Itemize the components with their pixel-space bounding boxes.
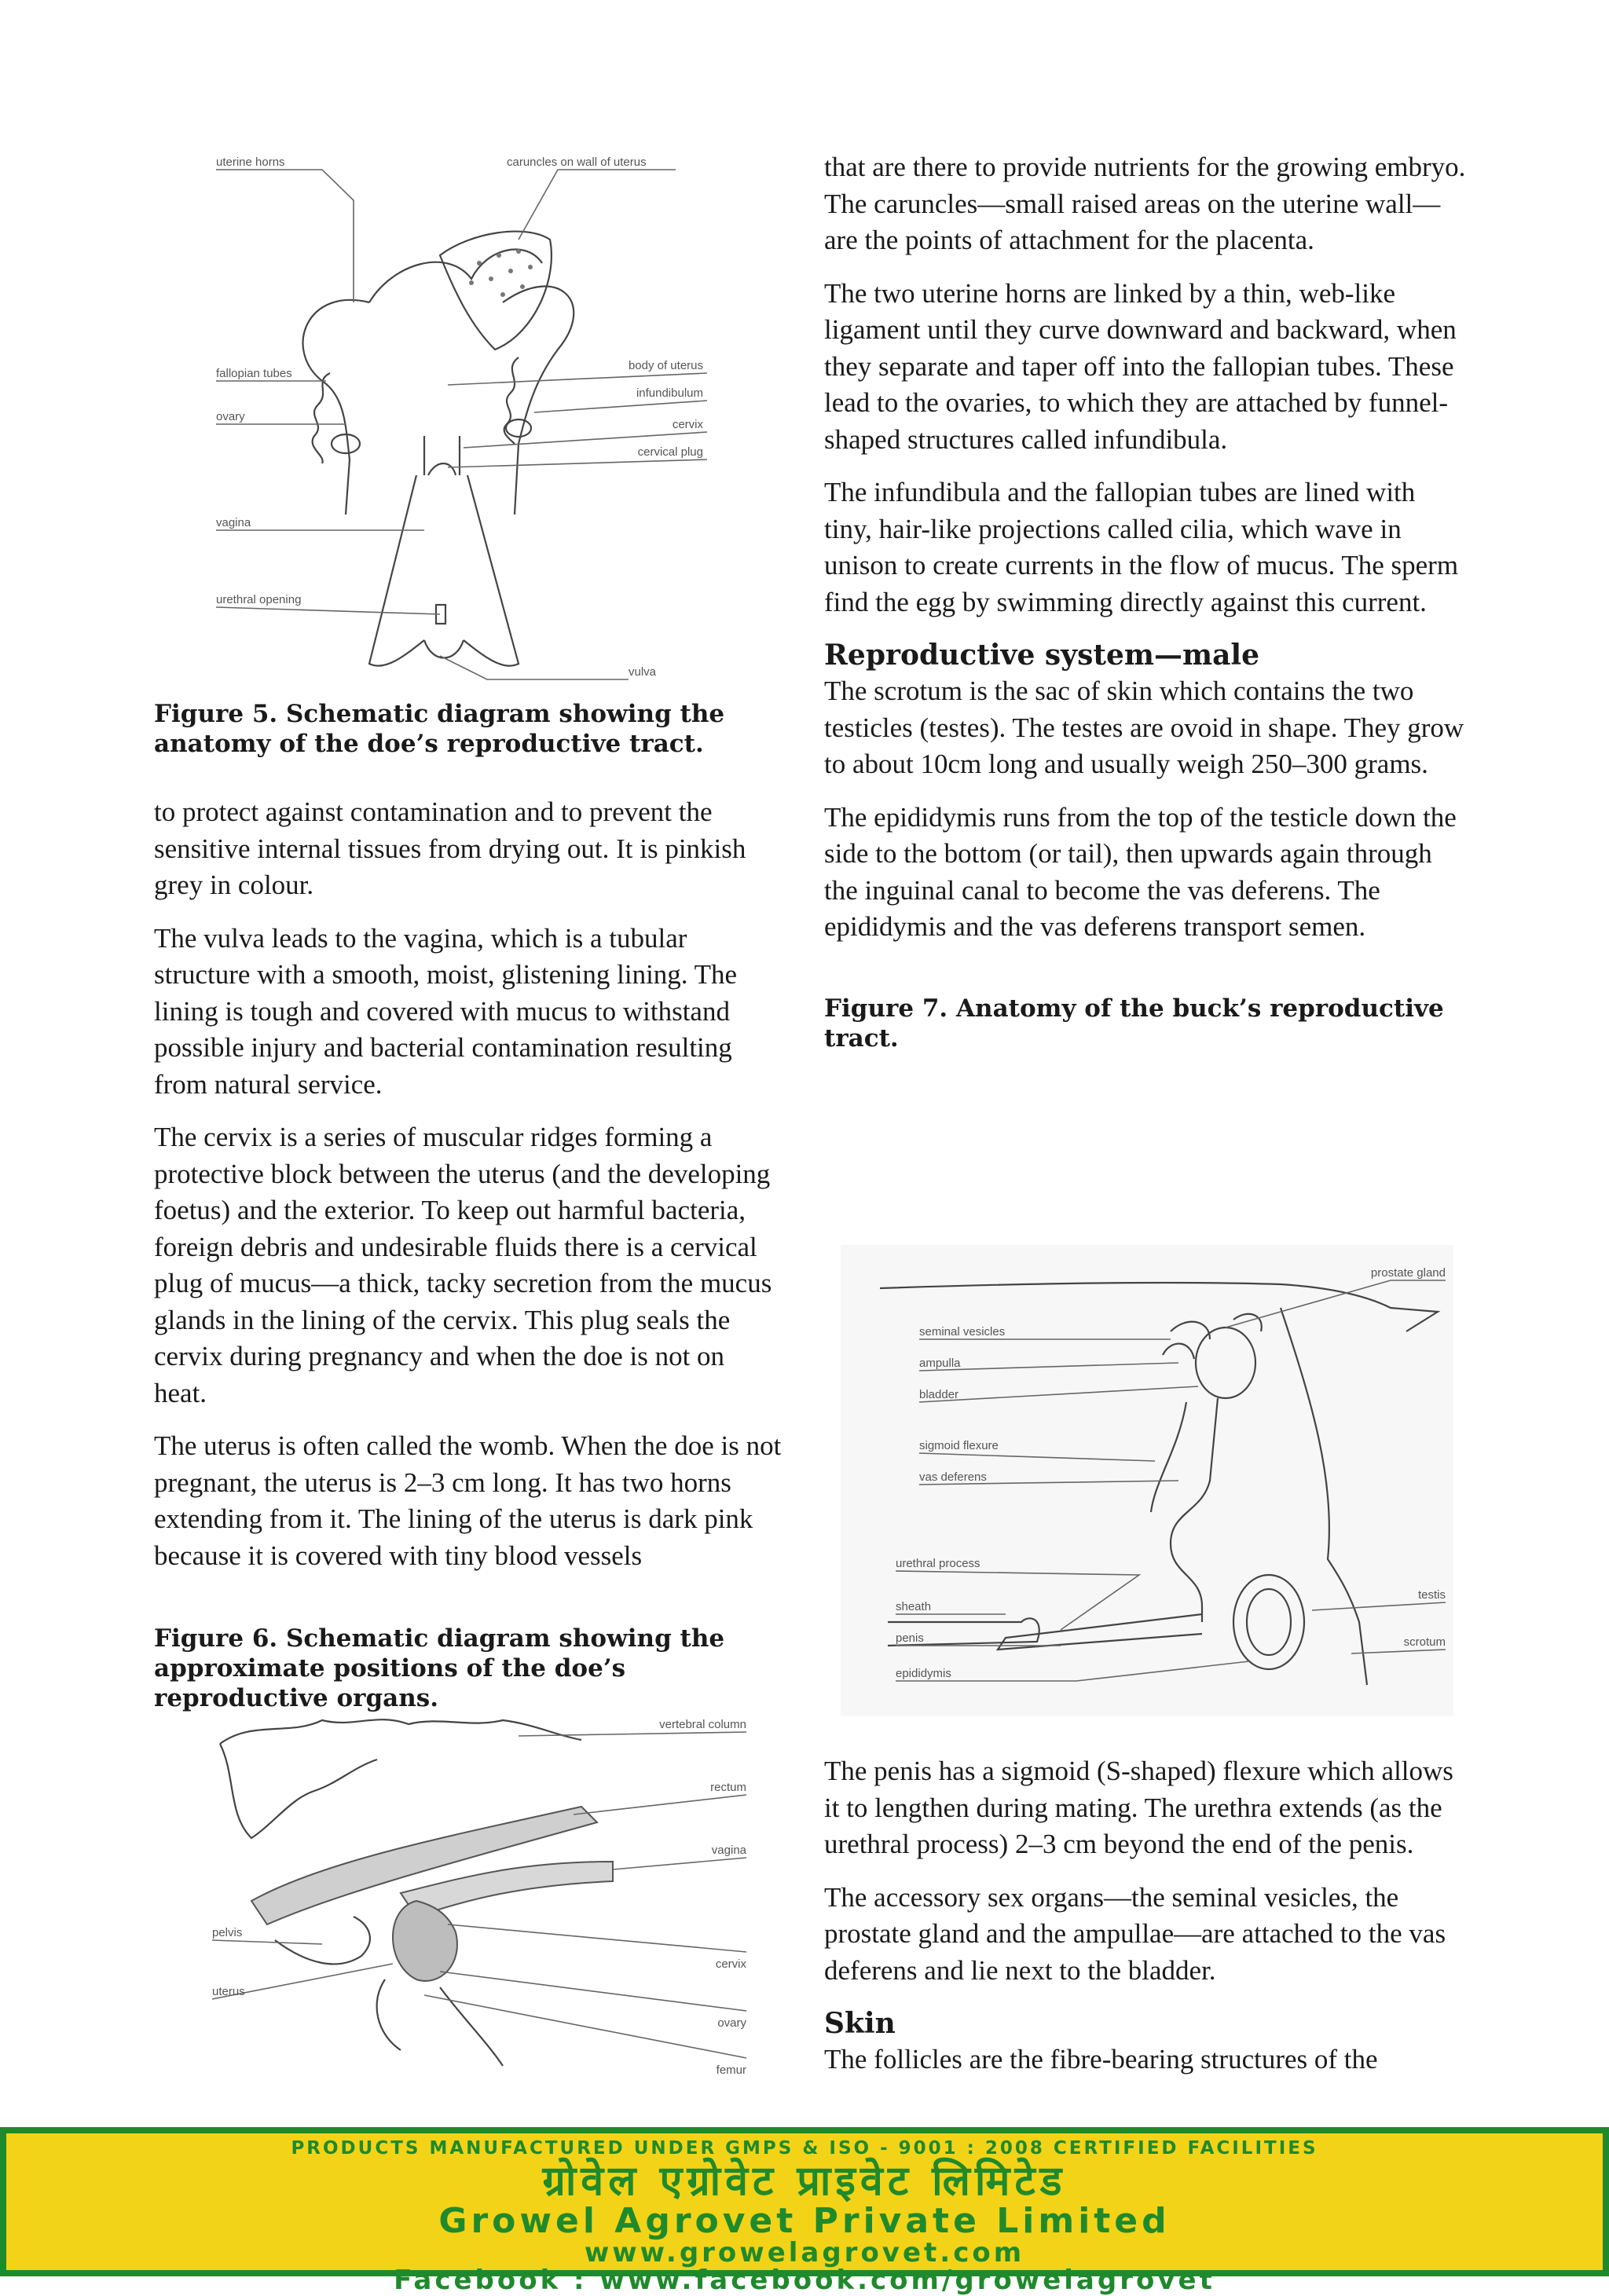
fig6-label-vertebral-column: vertebral column	[659, 1718, 746, 1731]
fig7-label-sheath: sheath	[896, 1600, 932, 1613]
left-paragraph: The vulva leads to the vagina, which is a tubular structure with a smooth, moist, glistening lining. The lining is tough and covered with mucus to withstand possible injury and bacterial contamination resulting from natural service.	[154, 922, 738, 1100]
right-paragraph: that are there to provide nutrients for the growing embryo. The caruncles—small raised areas on the uterine wall—are the points of attachment for the placenta.	[824, 152, 1466, 255]
fig7-label-bladder: bladder	[919, 1388, 959, 1401]
male-section-heading: Reproductive system—male	[824, 639, 1259, 672]
left-paragraph: The uterus is often called the womb. When the doe is not pregnant, the uterus is 2–3 cm long. It has two horns extending from it. The lining of the uterus is dark pink because it is covered with tiny blood vessels	[154, 1430, 782, 1571]
right-paragraph: The accessory sex organs—the seminal vesicles, the prostate gland and the ampullae—are attached to the vas deferens and lie next to the bladder.	[824, 1881, 1446, 1986]
footer-company-name: Growel Agrovet Private Limited	[438, 2201, 1171, 2241]
right-paragraph: The penis has a sigmoid (S-shaped) flexure which allows it to lengthen during mating. The urethra extends (as the urethral process) 2–3 cm beyond the end of the penis.	[824, 1756, 1453, 1859]
fig6-label-ovary: ovary	[717, 2016, 746, 2030]
fig6-label-cervix: cervix	[715, 1957, 746, 1971]
right-paragraph: The two uterine horns are linked by a thin, web-like ligament until they curve downward and backward, when they separate and taper off into the fallopian tubes. These lead to the ovaries, to which they are attached by funnel-shaped structures called infundibula.	[824, 277, 1457, 455]
footer-company-name-hindi: ग्रोवेल एग्रोवेट प्राइवेट लिमिटेड	[542, 2158, 1067, 2205]
fig5-label-vagina: vagina	[216, 516, 251, 529]
fig5-label-caruncles: caruncles on wall of uterus	[507, 156, 647, 169]
fig7-label-epididymis: epididymis	[896, 1667, 951, 1680]
fig5-label-vulva: vulva	[629, 665, 657, 679]
fig6-label-pelvis: pelvis	[212, 1926, 243, 1939]
fig5-label-ovary: ovary	[216, 410, 245, 423]
footer-certification: PRODUCTS MANUFACTURED UNDER GMPS & ISO - 9001 : 2008 CERTIFIED FACILITIES	[291, 2138, 1318, 2159]
fig6-label-uterus: uterus	[212, 1985, 245, 1998]
figure-5-diagram	[189, 145, 723, 687]
figure-6-caption: Figure 6. Schematic diagram showing the approximate positions of the doe’s reproductive organs.	[154, 1624, 725, 1712]
footer-website[interactable]: www.growelagrovet.com	[584, 2237, 1025, 2269]
fig5-label-cervical-plug: cervical plug	[637, 445, 703, 459]
figure-7-diagram	[841, 1245, 1453, 1716]
fig6-label-femur: femur	[716, 2063, 746, 2077]
right-column-bottom	[824, 1753, 1468, 2095]
figure-7-caption: Figure 7. Anatomy of the buck’s reproductive tract.	[824, 994, 1444, 1053]
fig5-label-uterine-horns: uterine horns	[216, 156, 285, 169]
fig6-label-vagina: vagina	[711, 1844, 746, 1857]
fig5-label-infundibulum: infundibulum	[636, 386, 703, 400]
fig7-label-seminal-vesicles: seminal vesicles	[919, 1325, 1006, 1338]
fig7-label-vas-deferens: vas deferens	[919, 1470, 987, 1484]
skin-paragraph: The follicles are the fibre-bearing structures of the	[824, 2044, 1378, 2074]
fig5-label-fallopian-tubes: fallopian tubes	[216, 367, 292, 380]
figure-5-caption: Figure 5. Schematic diagram showing the anatomy of the doe’s reproductive tract.	[154, 700, 725, 758]
fig7-label-scrotum: scrotum	[1403, 1635, 1446, 1649]
skin-section-heading: Skin	[824, 2007, 896, 2040]
fig6-label-rectum: rectum	[710, 1781, 746, 1794]
right-column-top	[824, 149, 1468, 1053]
left-paragraph: to protect against contamination and to prevent the sensitive internal tissues from drying out. It is pinkish grey in colour.	[154, 796, 746, 900]
fig7-label-prostate-gland: prostate gland	[1370, 1266, 1446, 1280]
figure-6-diagram	[204, 1705, 762, 2089]
male-paragraph: The scrotum is the sac of skin which contains the two testicles (testes). The testes are ovoid in shape. They grow to about 10cm long and usually weigh 250–300 grams.	[824, 676, 1464, 779]
left-paragraph: The cervix is a series of muscular ridges forming a protective block between the uterus (and the developing foetus) and the exterior. To keep out harmful bacteria, foreign debris and undesirable fluids there is a cervical plug of mucus—a thick, tacky secretion from the mucus glands in the lining of the cervix. This plug seals the cervix during pregnancy and when the doe is not on heat.	[154, 1122, 772, 1408]
right-paragraph: The infundibula and the fallopian tubes are lined with tiny, hair-like projections called cilia, which wave in unison to create currents in the flow of mucus. The sperm find the egg by swimming directly against this current.	[824, 477, 1459, 617]
fig5-label-cervix: cervix	[672, 418, 703, 431]
male-paragraph: The epididymis runs from the top of the testicle down the side to the bottom (or tail), then upwards again through the inguinal canal to become the vas deferens. The epididymis and the vas deferens transport semen.	[824, 801, 1457, 942]
footer-facebook[interactable]: Facebook : www.facebook.com/growelagrovet	[394, 2265, 1215, 2296]
fig7-label-ampulla: ampulla	[919, 1357, 961, 1370]
left-column	[154, 699, 783, 1713]
fig7-label-sigmoid-flexure: sigmoid flexure	[919, 1439, 999, 1452]
fig7-label-penis: penis	[896, 1631, 924, 1645]
fig5-label-body-of-uterus: body of uterus	[628, 359, 703, 372]
fig7-label-urethral-process: urethral process	[896, 1557, 980, 1570]
fig5-label-urethral-opening: urethral opening	[216, 593, 302, 606]
fig7-label-testis: testis	[1417, 1588, 1446, 1602]
company-footer-banner	[0, 2127, 1609, 2296]
